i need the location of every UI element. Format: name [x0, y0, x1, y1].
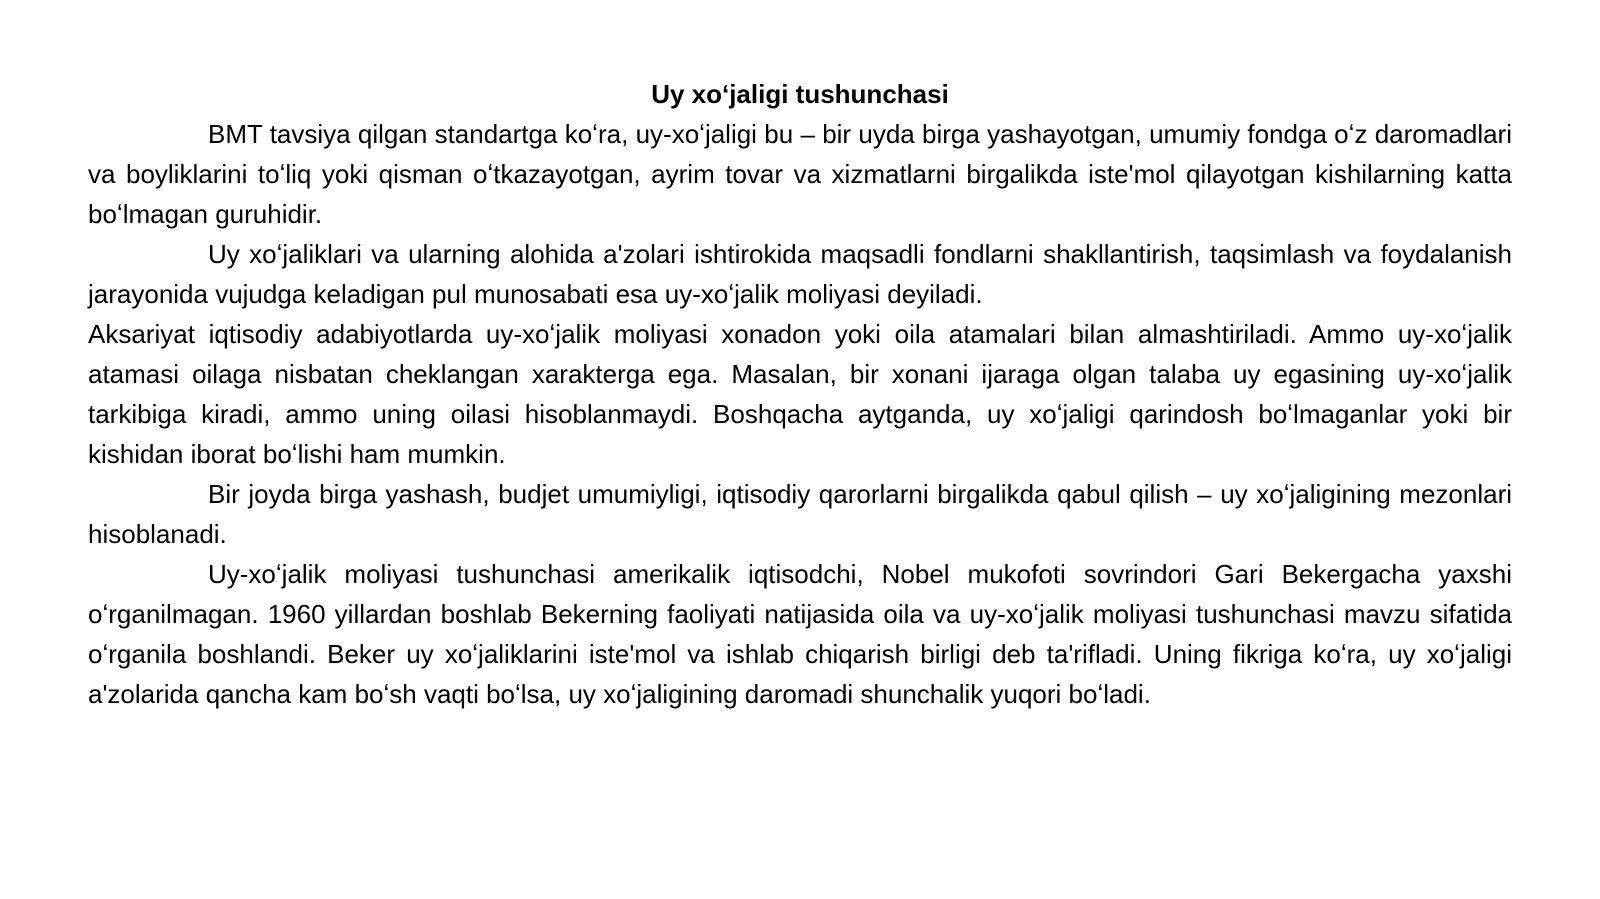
- slide-content: [88, 74, 1512, 714]
- paragraph-4: Bir joyda birga yashash, budjet umumiyligi, iqtisodiy qarorlarni birgalikda qabul qilish – uy xoʻjaligining mezonlari hisoblanadi.: [88, 479, 1512, 549]
- paragraph-2: Uy xoʻjaliklari va ularning alohida a'zolari ishtirokida maqsadli fondlarni shakllantirish, taqsimlash va foydalanish jarayonida vujudga keladigan pul munosabati esa uy-xoʻjalik moliyasi deyiladi.: [88, 239, 1512, 309]
- paragraph-1: BMT tavsiya qilgan standartga koʻra, uy-xoʻjaligi bu – bir uyda birga yashayotgan, umumiy fondga oʻz daromadlari va boyliklarini toʻliq yoki qisman oʻtkazayotgan, ayrim tovar va xizmatlarni birgalikda iste'mol qilayotgan kishilarning katta boʻlmagan guruhidir.: [88, 119, 1512, 229]
- paragraph-3: Aksariyat iqtisodiy adabiyotlarda uy-xoʻjalik moliyasi xonadon yoki oila atamalari bilan almashtiriladi. Ammo uy-xoʻjalik atamasi oilaga nisbatan cheklangan xarakterga ega. Masalan, bir xonani ijaraga olgan talaba uy egasining uy-xoʻjalik tarkibiga kiradi, ammo uning oilasi hisoblanmaydi. Boshqacha aytganda, uy xoʻjaligi qarindosh boʻlmaganlar yoki bir kishidan iborat boʻlishi ham mumkin.: [88, 319, 1512, 469]
- page-title: Uy xoʻjaligi tushunchasi: [651, 79, 949, 109]
- paragraph-5: Uy-xoʻjalik moliyasi tushunchasi amerikalik iqtisodchi, Nobel mukofoti sovrindori Gari Bekergacha yaxshi oʻrganilmagan. 1960 yillardan boshlab Bekerning faoliyati natijasida oila va uy-xoʻjalik moliyasi tushunchasi mavzu sifatida oʻrganila boshlandi. Beker uy xoʻjaliklarini iste'mol va ishlab chiqarish birligi deb ta'rifladi. Uning fikriga koʻra, uy xoʻjaligi a'zolarida qancha kam boʻsh vaqti boʻlsa, uy xoʻjaligining daromadi shunchalik yuqori boʻladi.: [88, 559, 1512, 709]
